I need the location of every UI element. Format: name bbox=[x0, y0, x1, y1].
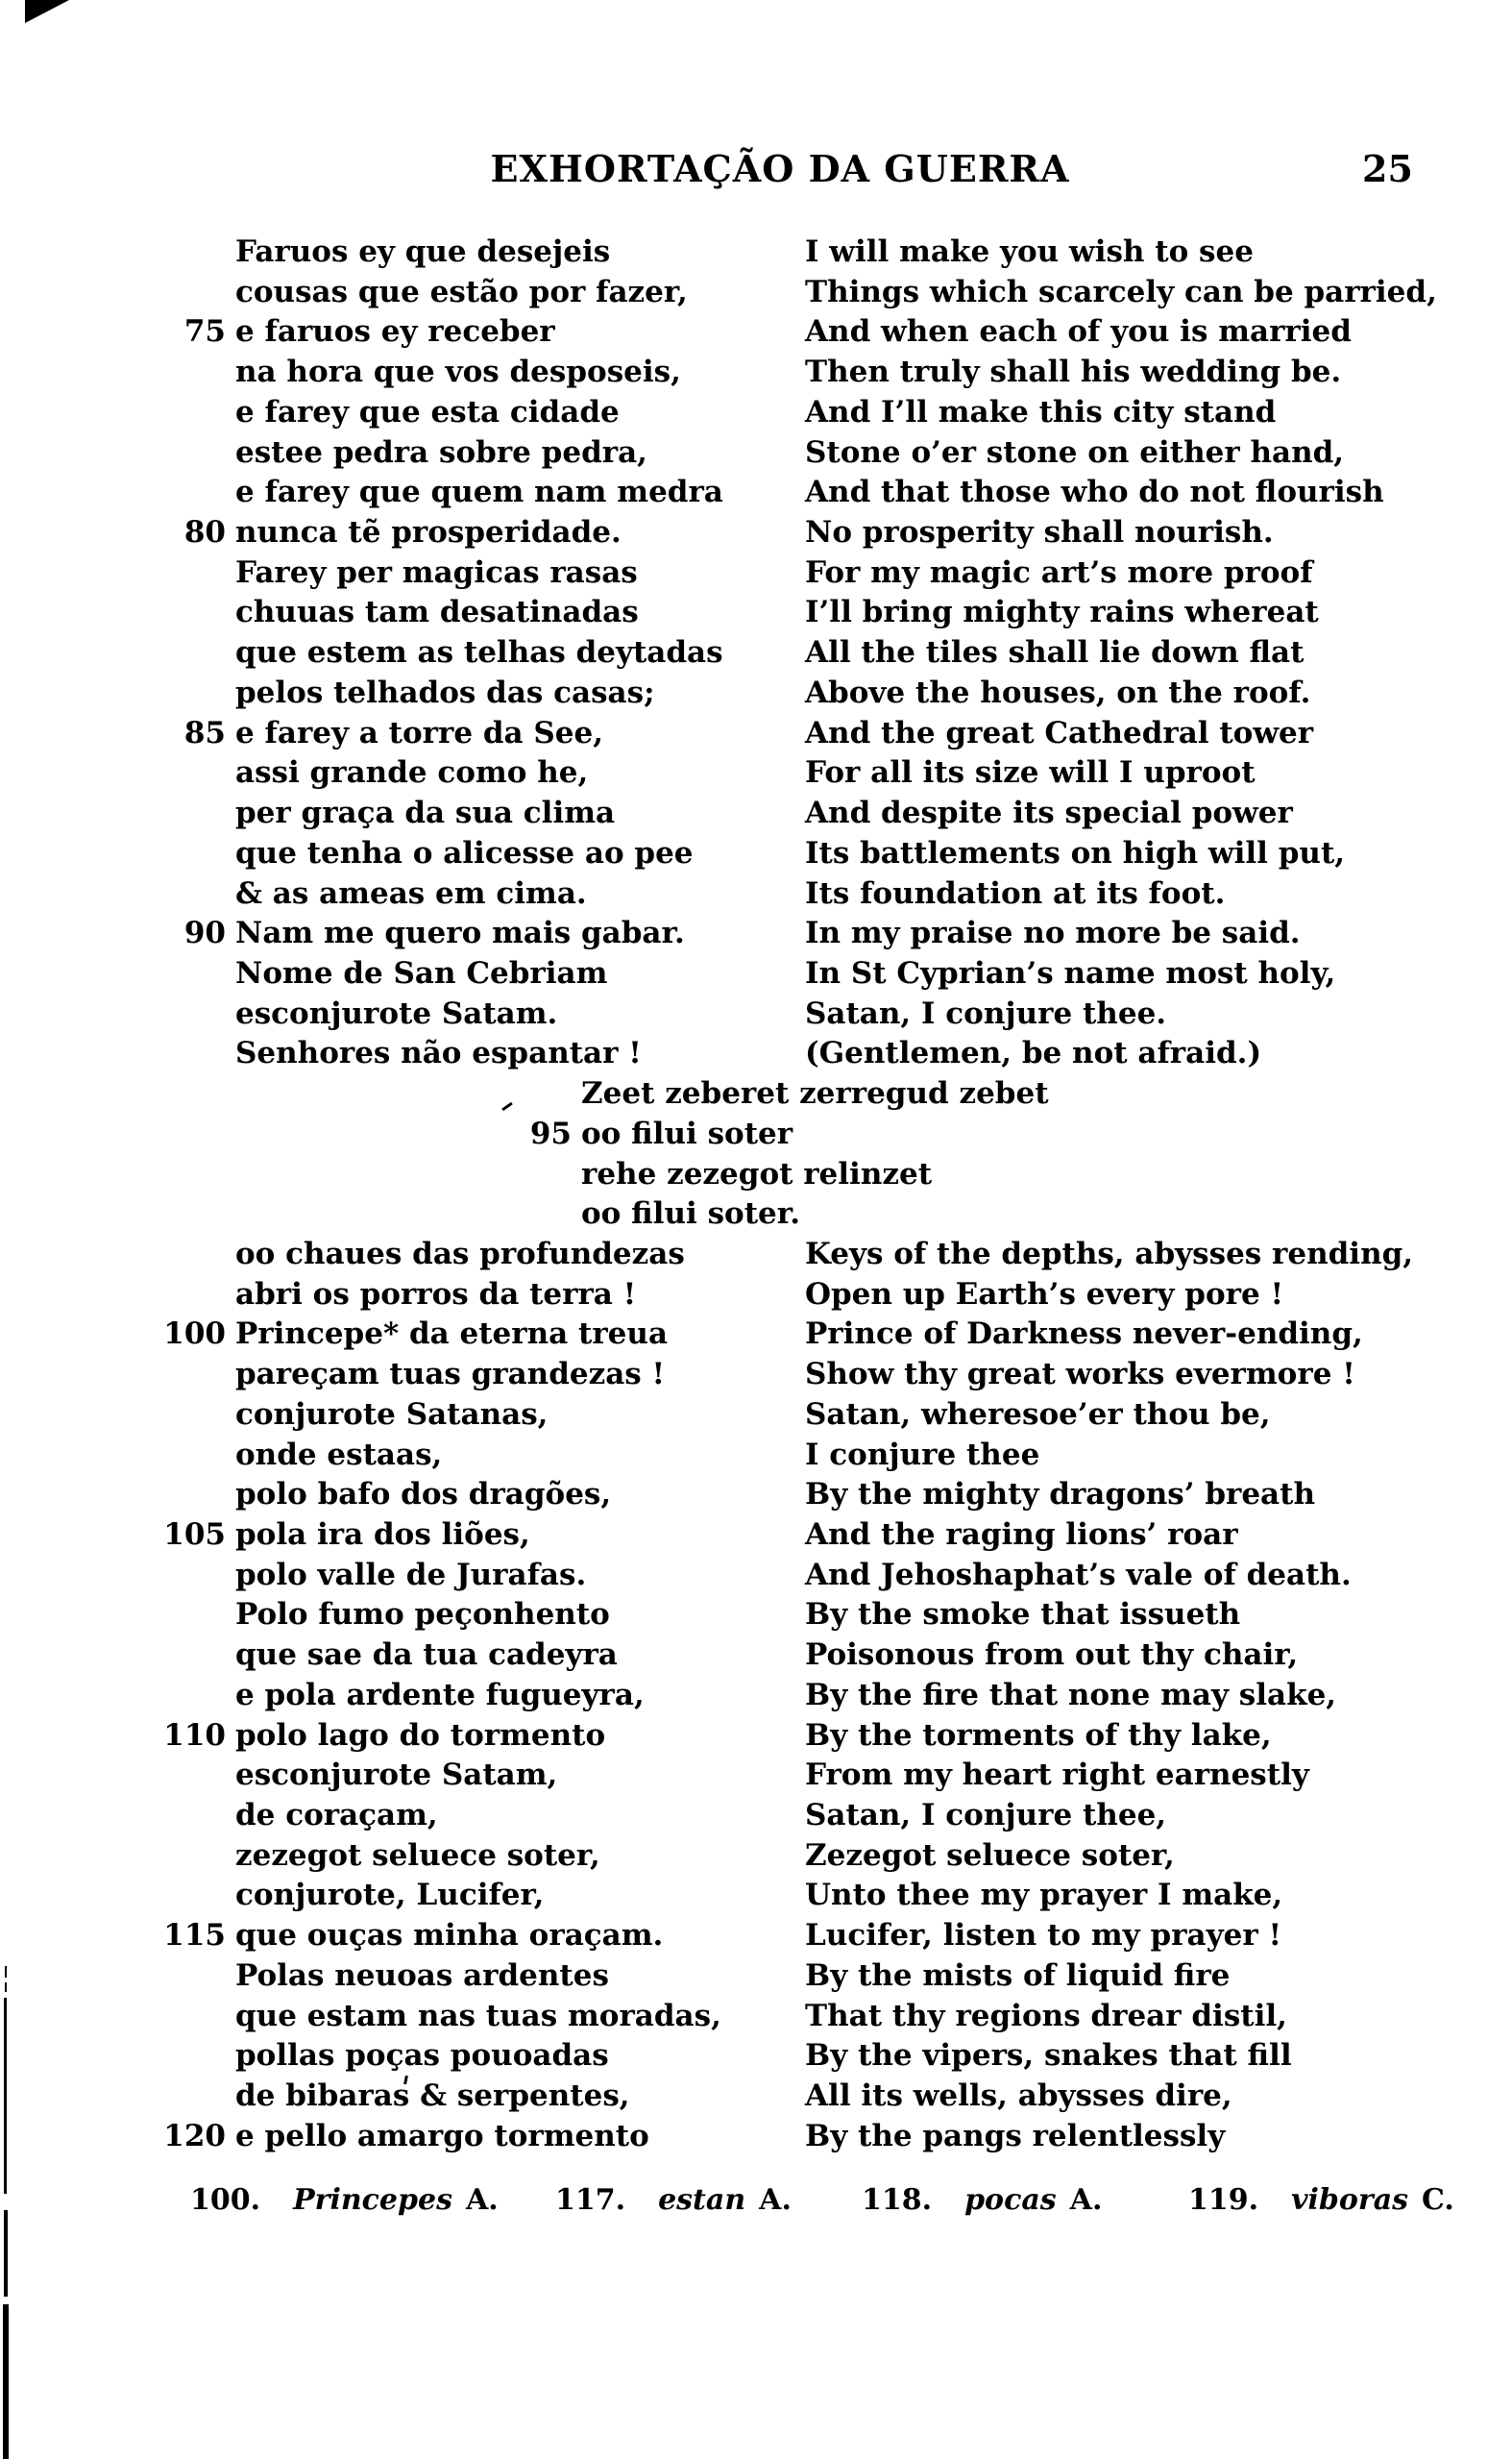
english-verse: And that those who do not flourish bbox=[805, 475, 1384, 510]
portuguese-verse: oo chaues das profundezas bbox=[235, 1236, 685, 1271]
english-verse: And I’ll make this city stand bbox=[805, 394, 1277, 430]
english-verse: Unto thee my prayer I make, bbox=[805, 1878, 1283, 1913]
poem-line bbox=[0, 1036, 1512, 1076]
footnote-source: A. bbox=[465, 2183, 499, 2217]
portuguese-verse: esconjurote Satam, bbox=[235, 1758, 558, 1793]
poem-line bbox=[0, 716, 1512, 756]
poem-line bbox=[0, 1357, 1512, 1397]
poem-line bbox=[0, 996, 1512, 1037]
footnote-item bbox=[1188, 2183, 1454, 2217]
line-number: 85 bbox=[183, 715, 226, 750]
scan-corner-artifact bbox=[25, 0, 69, 23]
english-verse: And when each of you is married bbox=[805, 314, 1352, 350]
poem-line bbox=[0, 796, 1512, 836]
english-verse: And Jehoshaphat’s vale of death. bbox=[805, 1557, 1352, 1592]
line-number: 100 bbox=[163, 1316, 226, 1352]
poem-line bbox=[0, 435, 1512, 476]
english-verse: Prince of Darkness never-ending, bbox=[805, 1316, 1363, 1352]
footnote-item bbox=[190, 2183, 499, 2217]
line-number: 115 bbox=[163, 1918, 226, 1954]
portuguese-verse: de bibaras & serpentes, bbox=[235, 2078, 630, 2114]
portuguese-verse: pola ira dos liões, bbox=[235, 1517, 530, 1552]
poem-line bbox=[0, 836, 1512, 876]
portuguese-verse: e farey a torre da See, bbox=[235, 715, 604, 750]
english-verse: By the torments of thy lake, bbox=[805, 1717, 1272, 1753]
english-verse: Lucifer, listen to my prayer ! bbox=[805, 1918, 1282, 1954]
poem-line bbox=[0, 475, 1512, 515]
poem-line bbox=[0, 234, 1512, 275]
portuguese-verse: chuuas tam desatinadas bbox=[235, 595, 639, 630]
english-verse: And the great Cathedral tower bbox=[805, 715, 1314, 750]
portuguese-verse: que tenha o alicesse ao pee bbox=[235, 835, 694, 871]
portuguese-verse: conjurote Satanas, bbox=[235, 1396, 549, 1432]
english-verse: Open up Earth’s every pore ! bbox=[805, 1276, 1284, 1312]
portuguese-verse: Senhores não espantar ! bbox=[235, 1036, 642, 1071]
portuguese-verse: e farey que quem nam medra bbox=[235, 475, 723, 510]
english-verse: In my praise no more be said. bbox=[805, 916, 1301, 951]
english-verse: In St Cyprian’s name most holy, bbox=[805, 955, 1336, 991]
portuguese-verse: Polas neuoas ardentes bbox=[235, 1957, 609, 1993]
poem-line bbox=[0, 1397, 1512, 1438]
poem-line bbox=[0, 916, 1512, 956]
poem-line bbox=[0, 1678, 1512, 1718]
english-verse: Things which scarcely can be parried, bbox=[805, 274, 1437, 309]
poem-line bbox=[0, 1438, 1512, 1478]
poem-line bbox=[0, 1117, 1512, 1157]
english-verse: Its battlements on high will put, bbox=[805, 835, 1346, 871]
portuguese-verse: Nome de San Cebriam bbox=[235, 955, 608, 991]
footnote-source: A. bbox=[1069, 2183, 1103, 2217]
english-verse: And the raging lions’ roar bbox=[805, 1517, 1238, 1552]
poem-line bbox=[0, 1758, 1512, 1798]
english-verse: Poisonous from out thy chair, bbox=[805, 1637, 1299, 1673]
english-verse: Zezegot seluece soter, bbox=[805, 1837, 1175, 1873]
english-verse: By the fire that none may slake, bbox=[805, 1677, 1337, 1712]
poem-line bbox=[0, 956, 1512, 996]
footnote-source: C. bbox=[1422, 2183, 1454, 2217]
poem-line bbox=[0, 1597, 1512, 1637]
line-number: 95 bbox=[529, 1116, 572, 1151]
poem-line bbox=[0, 314, 1512, 355]
portuguese-verse: Nam me quero mais gabar. bbox=[235, 916, 685, 951]
poem-line bbox=[0, 275, 1512, 315]
portuguese-verse: nunca tẽ prosperidade. bbox=[235, 515, 622, 551]
portuguese-verse: cousas que estão por fazer, bbox=[235, 274, 688, 309]
portuguese-verse: conjurote, Lucifer, bbox=[235, 1878, 545, 1913]
portuguese-verse: e pello amargo tormento bbox=[235, 2118, 649, 2153]
poem-line bbox=[0, 1798, 1512, 1838]
english-verse: Then truly shall his wedding be. bbox=[805, 355, 1342, 390]
poem-line bbox=[0, 1558, 1512, 1598]
line-number: 105 bbox=[163, 1517, 226, 1552]
portuguese-verse: abri os porros da terra ! bbox=[235, 1276, 637, 1312]
portuguese-verse: estee pedra sobre pedra, bbox=[235, 434, 647, 470]
footnote-item bbox=[862, 2183, 1102, 2217]
portuguese-verse: Faruos ey que desejeis bbox=[235, 234, 611, 269]
portuguese-verse: na hora que vos desposeis, bbox=[235, 355, 681, 390]
poem-line bbox=[0, 1517, 1512, 1558]
portuguese-verse: assi grande como he, bbox=[235, 755, 589, 791]
english-verse: By the mighty dragons’ breath bbox=[805, 1477, 1315, 1512]
poem-line bbox=[0, 1076, 1512, 1117]
portuguese-verse: oo filui soter bbox=[581, 1116, 793, 1151]
footnotes bbox=[0, 2183, 1512, 2227]
english-verse: No prosperity shall nourish. bbox=[805, 515, 1274, 551]
poem-line bbox=[0, 595, 1512, 635]
poem-line bbox=[0, 2078, 1512, 2119]
portuguese-verse: pareçam tuas grandezas ! bbox=[235, 1357, 666, 1392]
poem-line bbox=[0, 635, 1512, 676]
english-verse: By the smoke that issueth bbox=[805, 1597, 1241, 1633]
poem-line bbox=[0, 676, 1512, 716]
english-verse: Satan, wheresoe’er thou be, bbox=[805, 1396, 1271, 1432]
poem-line bbox=[0, 1718, 1512, 1758]
english-verse: By the mists of liquid fire bbox=[805, 1957, 1231, 1993]
english-verse: And despite its special power bbox=[805, 796, 1293, 831]
line-number: 75 bbox=[183, 314, 226, 350]
portuguese-verse: esconjurote Satam. bbox=[235, 996, 558, 1031]
portuguese-verse: per graça da sua clima bbox=[235, 796, 616, 831]
poem-line bbox=[0, 1277, 1512, 1317]
poem-line bbox=[0, 2119, 1512, 2159]
portuguese-verse: & as ameas em cima. bbox=[235, 875, 587, 911]
english-verse: I will make you wish to see bbox=[805, 234, 1254, 269]
portuguese-verse: Zeet zeberet zerregud zebet bbox=[581, 1076, 1049, 1112]
portuguese-verse: Farey per magicas rasas bbox=[235, 554, 638, 590]
portuguese-verse: e pola ardente fugueyra, bbox=[235, 1677, 645, 1712]
poem-line bbox=[0, 1958, 1512, 1999]
poem-line bbox=[0, 1918, 1512, 1958]
english-verse: By the pangs relentlessly bbox=[805, 2118, 1226, 2153]
line-number: 80 bbox=[183, 515, 226, 551]
portuguese-verse: Princepe* da eterna treua bbox=[235, 1316, 669, 1352]
poem-line bbox=[0, 515, 1512, 555]
portuguese-verse: que estem as telhas deytadas bbox=[235, 635, 723, 671]
portuguese-verse: que ouças minha oraçam. bbox=[235, 1918, 664, 1954]
poem-line bbox=[0, 876, 1512, 917]
portuguese-verse: que sae da tua cadeyra bbox=[235, 1637, 618, 1673]
english-verse: Satan, I conjure thee, bbox=[805, 1798, 1167, 1833]
portuguese-verse: oo filui soter. bbox=[581, 1196, 801, 1232]
english-verse: All its wells, abysses dire, bbox=[805, 2078, 1232, 2114]
poem-line bbox=[0, 1878, 1512, 1918]
english-verse: For my magic art’s more proof bbox=[805, 554, 1313, 590]
english-verse: I’ll bring mighty rains whereat bbox=[805, 595, 1319, 630]
footnote-line-number: 117. bbox=[555, 2183, 626, 2217]
english-verse: For all its size will I uproot bbox=[805, 755, 1256, 791]
portuguese-verse: pollas poças pouoadas bbox=[235, 2038, 609, 2074]
line-number: 90 bbox=[183, 916, 226, 951]
footnote-variant-word: viboras bbox=[1291, 2183, 1409, 2217]
poem-line bbox=[0, 2038, 1512, 2078]
poem-line bbox=[0, 1316, 1512, 1357]
english-verse: Its foundation at its foot. bbox=[805, 875, 1226, 911]
poem-text bbox=[0, 234, 1512, 2159]
footnote-item bbox=[555, 2183, 792, 2217]
portuguese-verse: onde estaas, bbox=[235, 1437, 443, 1472]
poem-line bbox=[0, 1196, 1512, 1237]
footnote-source: A. bbox=[759, 2183, 792, 2217]
footnote-variant-word: pocas bbox=[964, 2183, 1057, 2217]
portuguese-verse: pelos telhados das casas; bbox=[235, 675, 655, 710]
footnote-line-number: 119. bbox=[1188, 2183, 1259, 2217]
page-number: 25 bbox=[1362, 147, 1413, 190]
english-verse: All the tiles shall lie down flat bbox=[805, 635, 1305, 671]
english-verse: Show thy great works evermore ! bbox=[805, 1357, 1355, 1392]
poem-line bbox=[0, 1157, 1512, 1197]
english-verse: Keys of the depths, abysses rending, bbox=[805, 1236, 1414, 1271]
poem-line bbox=[0, 755, 1512, 796]
footnote-variant-word: Princepes bbox=[293, 2183, 452, 2217]
portuguese-verse: e farey que esta cidade bbox=[235, 394, 620, 430]
english-verse: (Gentlemen, be not afraid.) bbox=[805, 1036, 1262, 1071]
english-verse: Above the houses, on the roof. bbox=[805, 675, 1311, 710]
english-verse: By the vipers, snakes that fill bbox=[805, 2038, 1292, 2074]
portuguese-verse: Polo fumo peçonhento bbox=[235, 1597, 610, 1633]
left-margin-scan-line-5 bbox=[3, 2304, 9, 2459]
portuguese-verse: que estam nas tuas moradas, bbox=[235, 1998, 721, 2033]
poem-line bbox=[0, 1237, 1512, 1277]
line-number: 120 bbox=[163, 2118, 226, 2153]
poem-line bbox=[0, 1637, 1512, 1678]
portuguese-verse: polo lago do tormento bbox=[235, 1717, 606, 1753]
poem-line bbox=[0, 1999, 1512, 2039]
portuguese-verse: de coraçam, bbox=[235, 1798, 438, 1833]
portuguese-verse: polo valle de Jurafas. bbox=[235, 1557, 587, 1592]
portuguese-verse: e faruos ey receber bbox=[235, 314, 555, 350]
line-number: 110 bbox=[163, 1717, 226, 1753]
poem-line bbox=[0, 355, 1512, 395]
footnote-line-number: 118. bbox=[862, 2183, 933, 2217]
footnote-line-number: 100. bbox=[190, 2183, 261, 2217]
portuguese-verse: polo bafo dos dragões, bbox=[235, 1477, 612, 1512]
portuguese-verse: zezegot seluece soter, bbox=[235, 1837, 600, 1873]
page-header-title: EXHORTAÇÃO DA GUERRA bbox=[490, 147, 1070, 190]
poem-line bbox=[0, 395, 1512, 435]
english-verse: Stone o’er stone on either hand, bbox=[805, 434, 1345, 470]
footnote-variant-word: estan bbox=[658, 2183, 746, 2217]
poem-line bbox=[0, 1838, 1512, 1879]
english-verse: That thy regions drear distil, bbox=[805, 1998, 1287, 2033]
poem-line bbox=[0, 555, 1512, 596]
english-verse: Satan, I conjure thee. bbox=[805, 996, 1167, 1031]
english-verse: I conjure thee bbox=[805, 1437, 1040, 1472]
poem-line bbox=[0, 1477, 1512, 1517]
portuguese-verse: rehe zezegot relinzet bbox=[581, 1156, 933, 1192]
english-verse: From my heart right earnestly bbox=[805, 1758, 1309, 1793]
